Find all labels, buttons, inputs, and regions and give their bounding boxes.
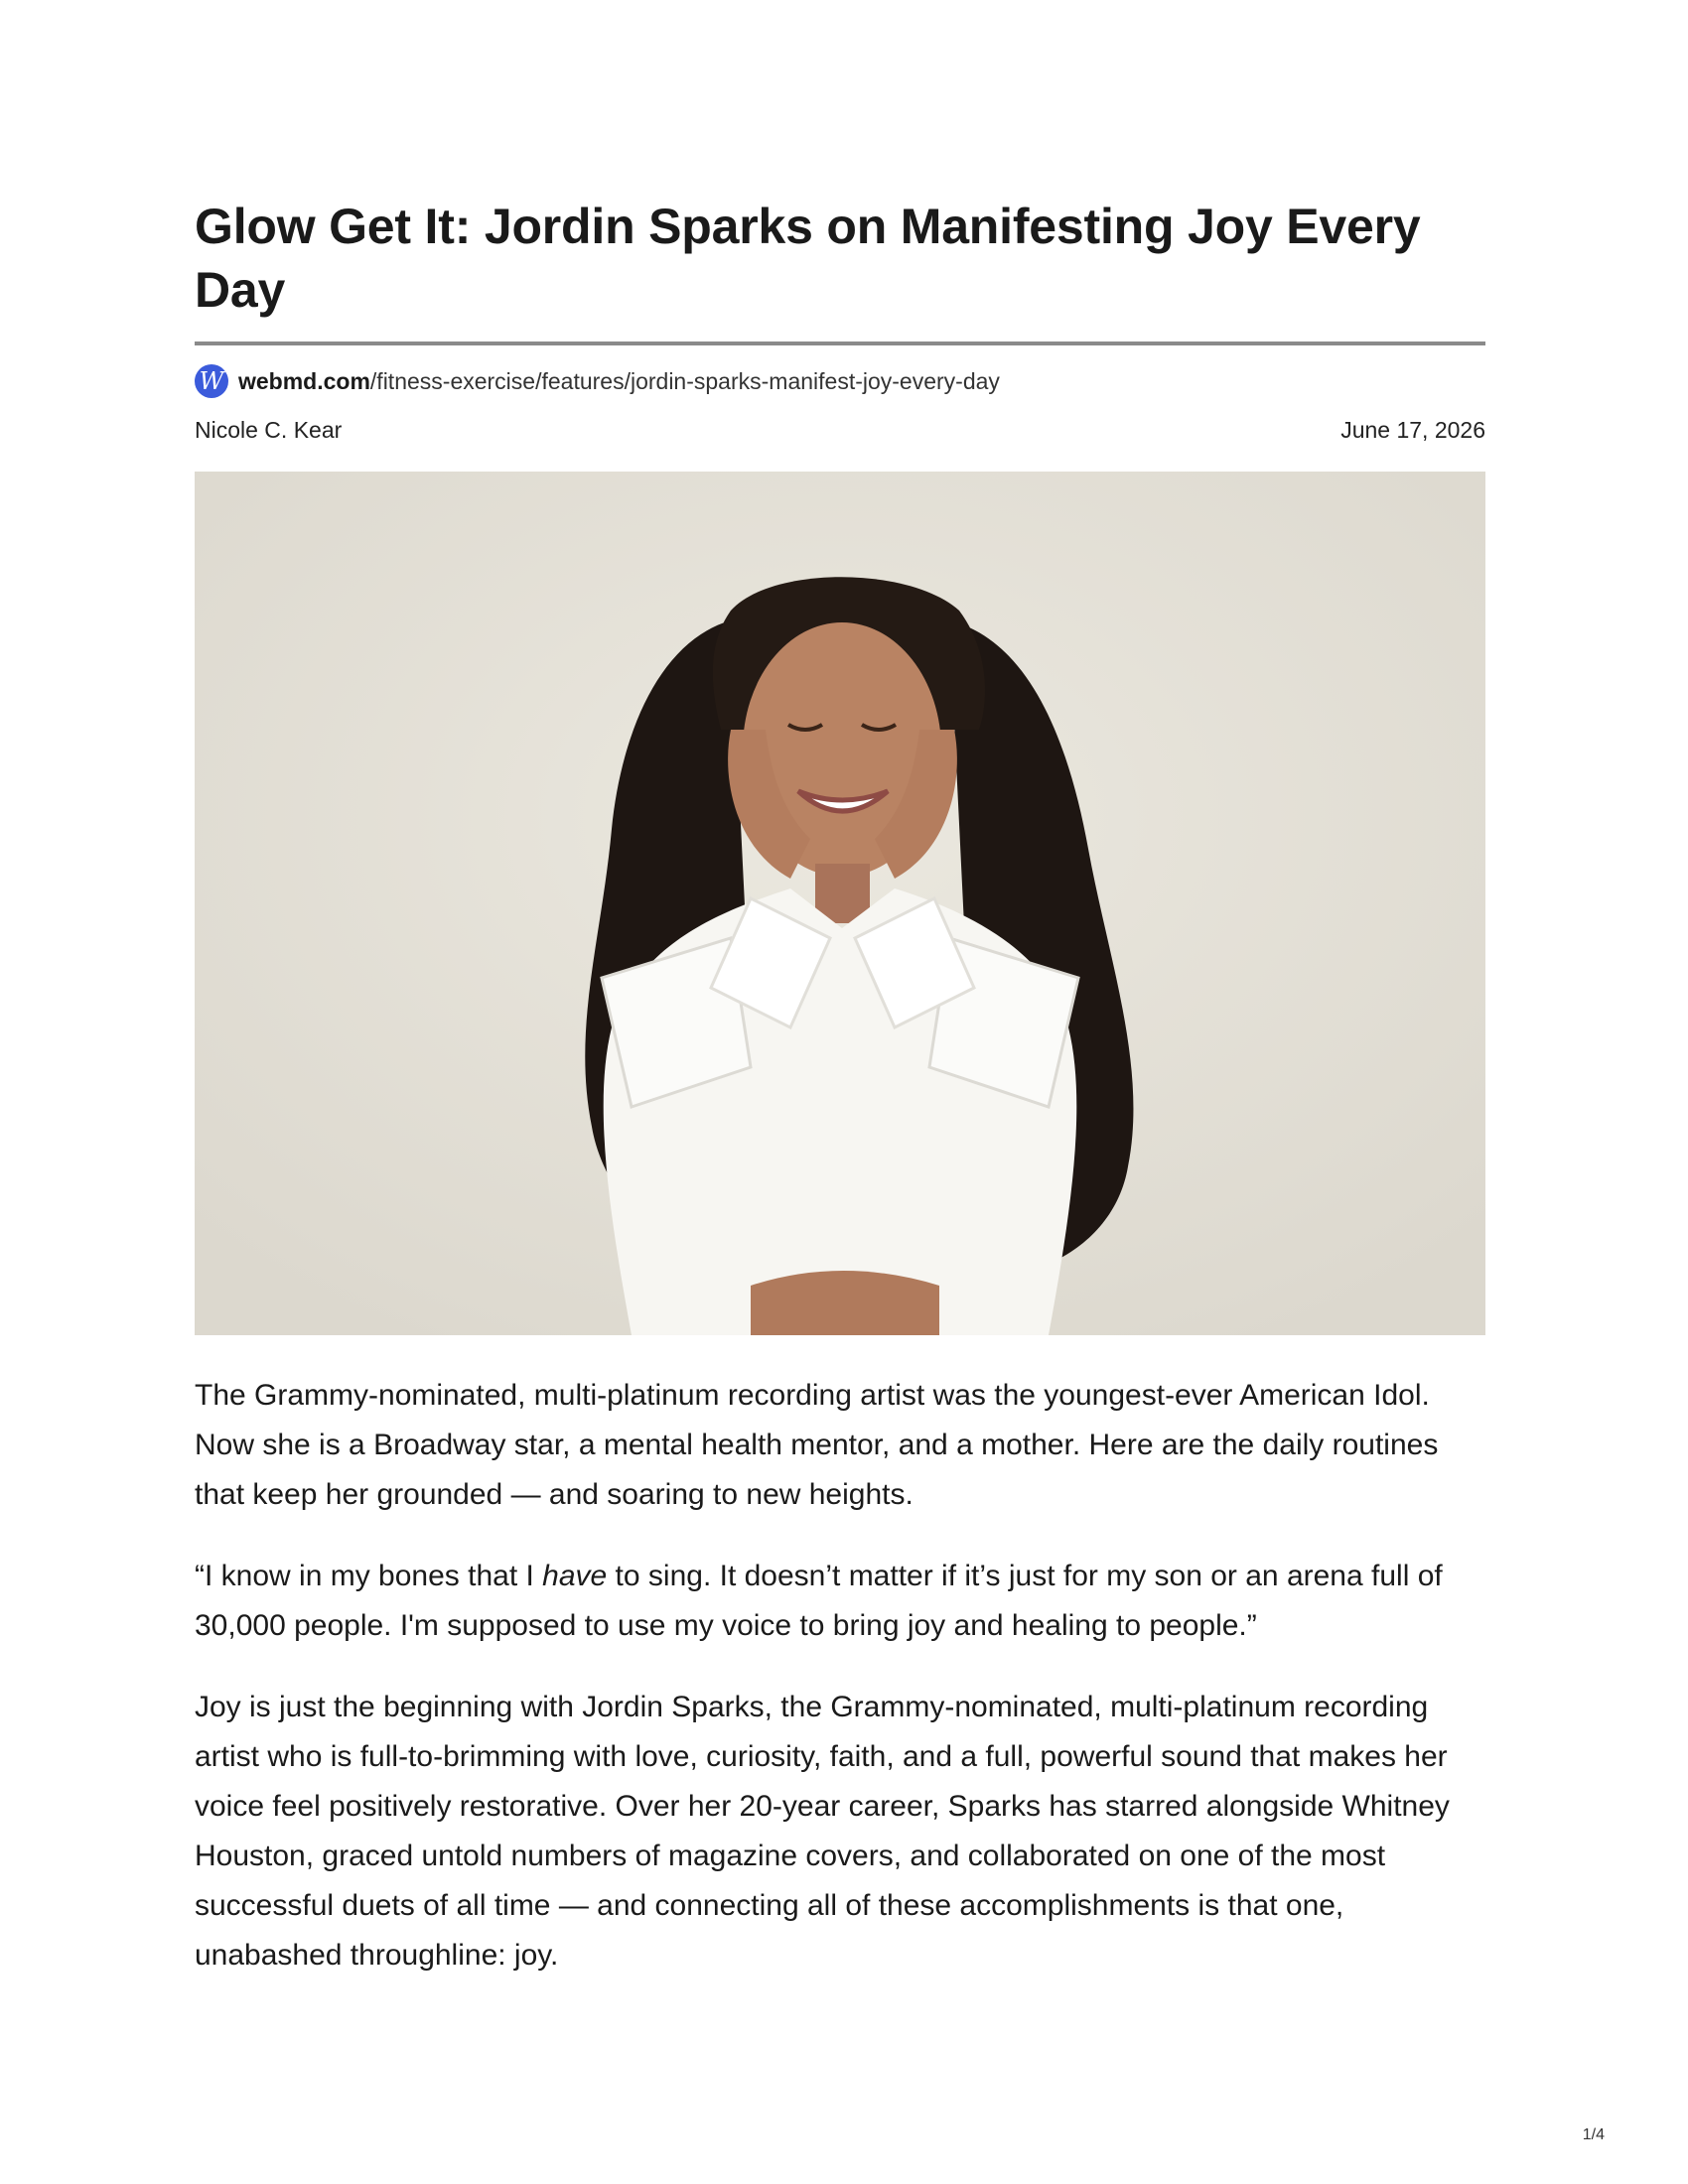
quote-text-start: “I know in my bones that I <box>195 1560 543 1592</box>
page-number: 1/4 <box>1582 2126 1605 2143</box>
title-divider <box>195 341 1485 345</box>
quote-paragraph <box>195 1552 1485 1651</box>
source-row <box>195 363 1485 399</box>
article-body <box>195 1371 1485 1980</box>
quote-text-end: to sing. It doesn’t matter if it’s just for my son or an arena full of 30,000 people. I'm supposed to use my voice to bring joy and healing to people.” <box>195 1560 1443 1642</box>
webmd-logo-icon: W <box>195 364 228 398</box>
publish-date: June 17, 2026 <box>1340 417 1485 443</box>
author-name: Nicole C. Kear <box>195 417 343 443</box>
source-domain: webmd.com <box>238 367 370 394</box>
quote-emphasis: have <box>542 1560 608 1592</box>
body-paragraph: Joy is just the beginning with Jordin Sparks, the Grammy-nominated, multi-platinum recording artist who is full-to-brimming with love, curiosity, faith, and a full, powerful sound that makes her voice feel positively restorative. Over her 20-year career, Sparks has starred alongside Whitney Houston, graced untold numbers of magazine covers, and collaborated on one of the most successful duets of all time — and connecting all of these accomplishments is that one, unabashed throughline: joy. <box>195 1691 1450 1972</box>
article-page <box>195 195 1485 2012</box>
source-path: /fitness-exercise/features/jordin-sparks-manifest-joy-every-day <box>369 367 1000 394</box>
intro-paragraph: The Grammy-nominated, multi-platinum recording artist was the youngest-ever American Idol. Now she is a Broadway star, a mental health mentor, and a mother. Here are the daily routines that keep her grounded — and soaring to new heights. <box>195 1379 1439 1511</box>
source-url-link[interactable] <box>238 368 1000 395</box>
article-title: Glow Get It: Jordin Sparks on Manifesting Joy Every Day <box>195 199 1421 318</box>
hero-photo-illustration <box>195 472 1485 1335</box>
byline-row <box>195 417 1485 444</box>
hero-photo <box>195 472 1485 1335</box>
